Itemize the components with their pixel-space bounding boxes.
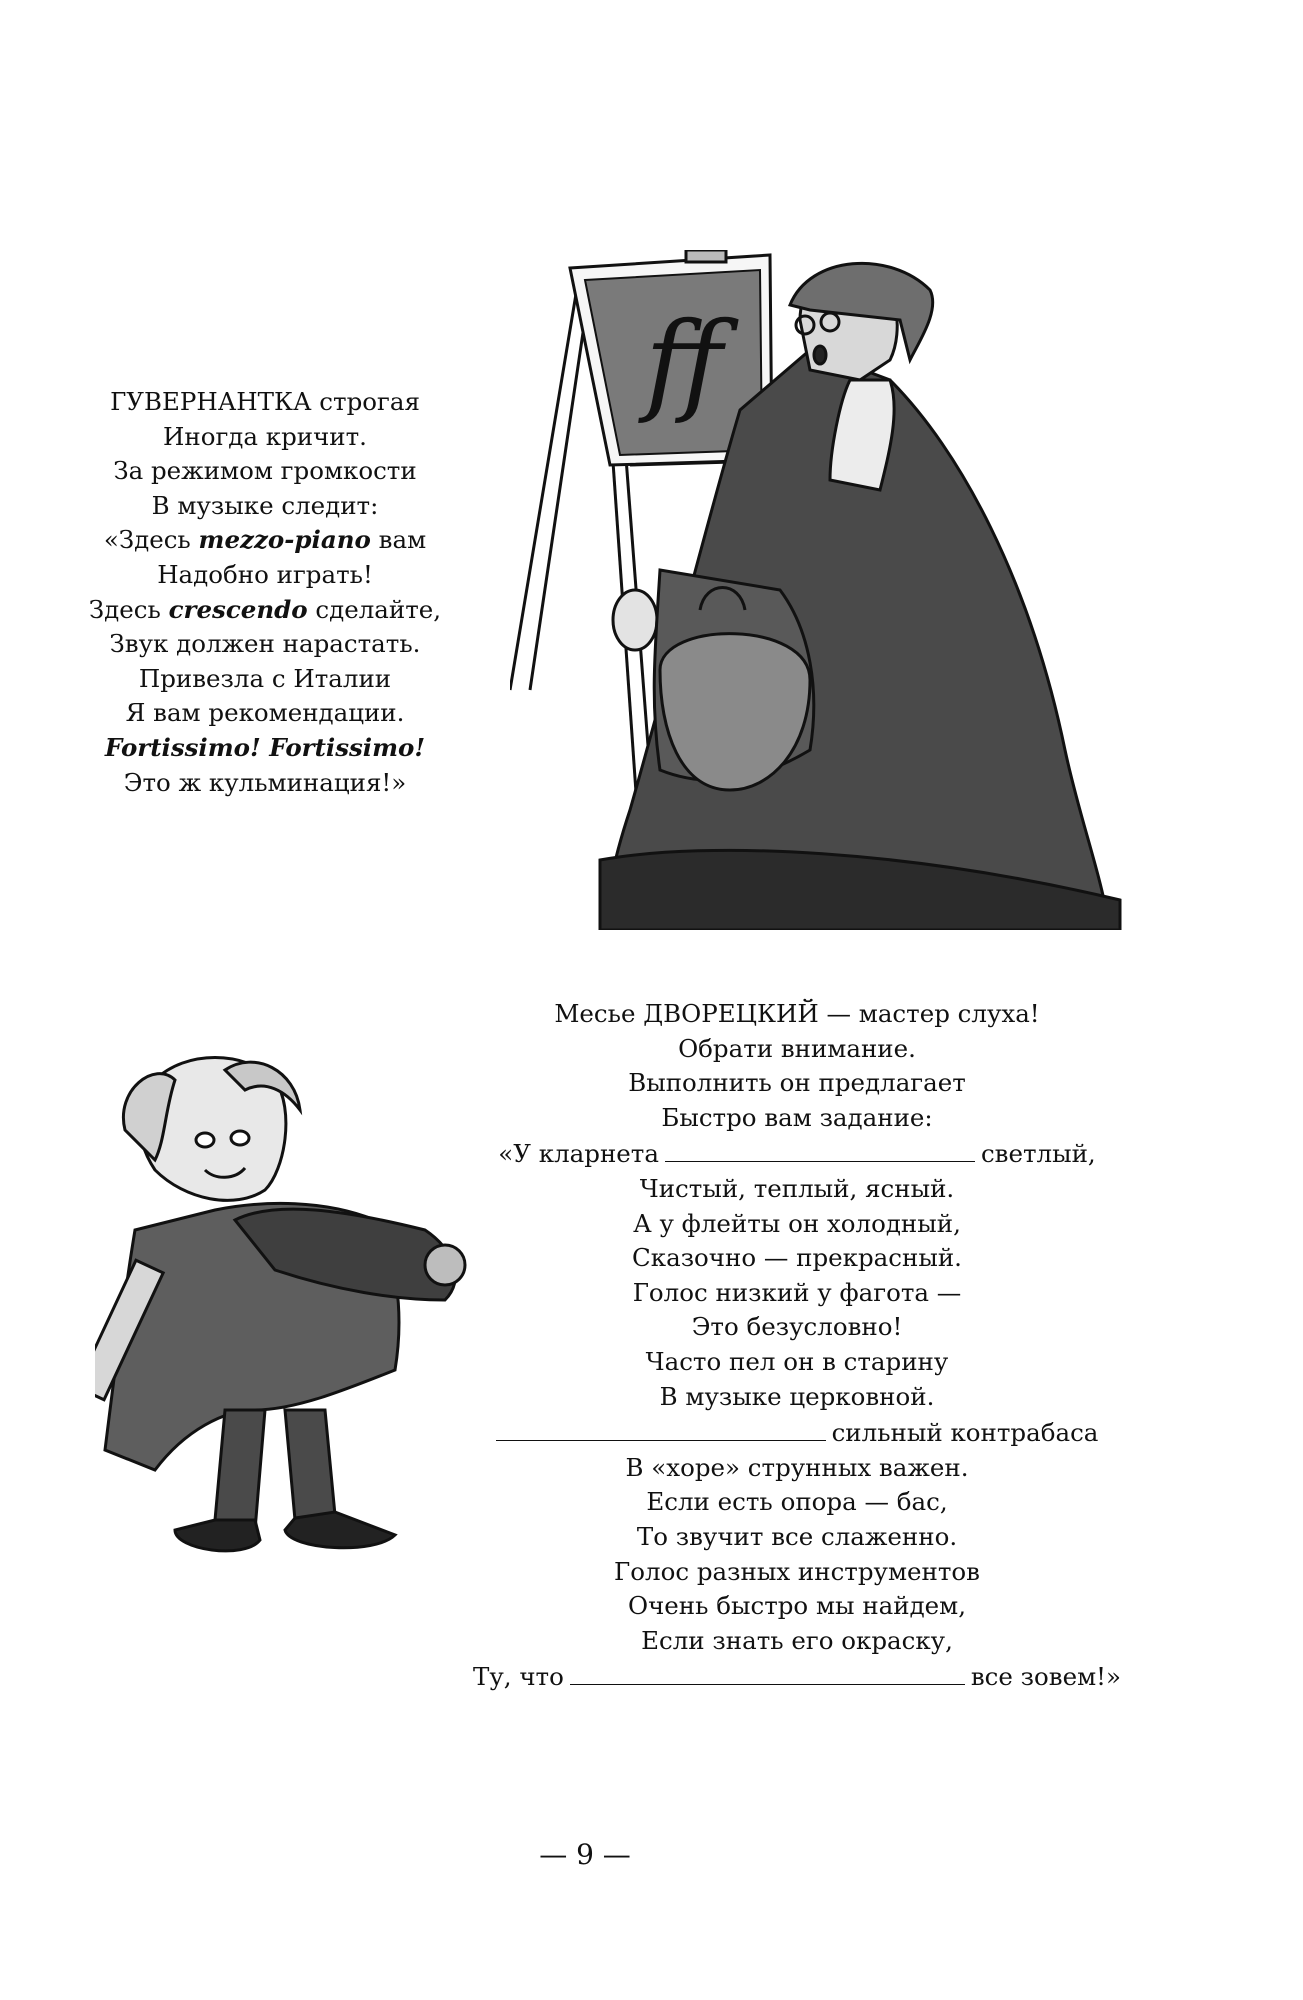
poem-line: Часто пел он в старину bbox=[645, 1346, 949, 1376]
answer-blank-clarinet[interactable] bbox=[665, 1135, 975, 1162]
board-text: ff bbox=[645, 298, 723, 426]
poem-line: Если есть опора — бас, bbox=[646, 1487, 948, 1517]
poem-line: Звук должен нарастать. bbox=[109, 629, 421, 659]
poem-line: сильный контрабаса bbox=[462, 1414, 1132, 1451]
poem-line: В музыке церковной. bbox=[659, 1381, 935, 1411]
butler-illustration bbox=[95, 1050, 515, 1620]
music-term: crescendo bbox=[168, 594, 308, 624]
poem-line: За режимом громкости bbox=[113, 456, 417, 486]
poem-line: Сказочно — прекрасный. bbox=[632, 1243, 962, 1273]
poem-line: А у флейты он холодный, bbox=[633, 1208, 961, 1238]
poem-line: Это ж кульминация!» bbox=[123, 767, 407, 797]
poem-line: Надобно играть! bbox=[157, 559, 373, 589]
music-term: Fortissimo! Fortissimo! bbox=[104, 732, 426, 762]
poem-line: То звучит все слаженно. bbox=[636, 1521, 958, 1551]
poem-line: Если знать его окраску, bbox=[641, 1625, 953, 1655]
poem-governess bbox=[85, 385, 445, 800]
answer-blank-timbre[interactable] bbox=[570, 1658, 965, 1685]
poem-butler bbox=[462, 997, 1132, 1695]
poem-line: Голос разных инструментов bbox=[614, 1556, 980, 1586]
poem-line: Очень быстро мы найдем, bbox=[627, 1591, 967, 1621]
poem-line: Чистый, теплый, ясный. bbox=[639, 1173, 955, 1203]
poem-line: Выполнить он предлагает bbox=[628, 1068, 966, 1098]
poem-line: Ту, что все зовем!» bbox=[462, 1658, 1132, 1695]
music-term: mezzo-piano bbox=[198, 525, 371, 555]
poem-line: Привезла с Италии bbox=[138, 663, 392, 693]
poem-line: В музыке следит: bbox=[151, 490, 379, 520]
poem-line: Голос низкий у фагота — bbox=[632, 1277, 962, 1307]
poem-line bbox=[85, 731, 445, 766]
governess-illustration bbox=[510, 250, 1130, 930]
page-number: — 9 — bbox=[539, 1838, 631, 1871]
poem-line: Обрати внимание. bbox=[678, 1033, 916, 1063]
poem-line: «У кларнета светлый, bbox=[462, 1135, 1132, 1172]
poem-line: Это безусловно! bbox=[691, 1312, 903, 1342]
poem-line: ГУВЕРНАНТКА строгая bbox=[110, 387, 420, 416]
poem-line: В «хоре» струнных важен. bbox=[625, 1452, 969, 1482]
poem-line: Быстро вам задание: bbox=[661, 1102, 933, 1132]
poem-line: Здесь crescendo сделайте, bbox=[88, 594, 442, 624]
answer-blank-contrabass[interactable] bbox=[496, 1414, 826, 1441]
poem-line: Я вам рекомендации. bbox=[125, 698, 405, 728]
poem-line: Иногда кричит. bbox=[163, 421, 367, 451]
poem-line: Месье ДВОРЕЦКИЙ — мастер слуха! bbox=[554, 999, 1040, 1028]
poem-line: «Здесь mezzo-piano вам bbox=[103, 525, 427, 555]
